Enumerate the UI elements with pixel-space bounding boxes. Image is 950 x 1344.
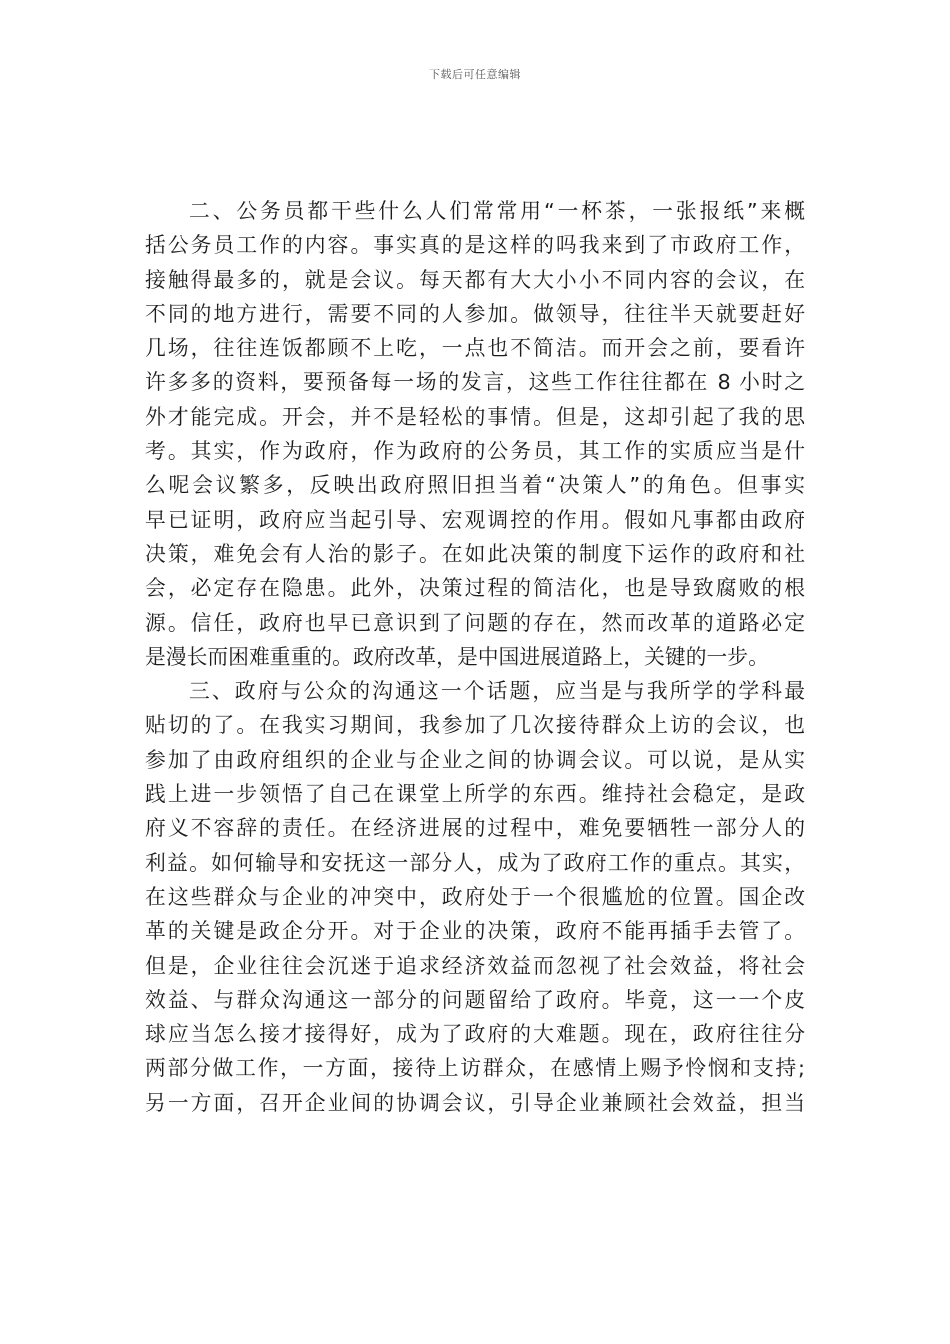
paragraph-line: 利益。如何输导和安抚这一部分人，成为了政府工作的重点。其实， xyxy=(145,850,805,875)
paragraph-line: 许多多的资料，要预备每一场的发言，这些工作往往都在 8 小时之 xyxy=(145,370,805,395)
paragraph-line: 效益、与群众沟通这一部分的问题留给了政府。毕竟，这一一个皮 xyxy=(145,987,805,1012)
paragraph-line: 接触得最多的，就是会议。每天都有大大小小不同内容的会议，在 xyxy=(145,267,805,292)
paragraph-line: 三、政府与公众的沟通这一个话题，应当是与我所学的学科最 xyxy=(189,679,805,704)
paragraph-line: 括公务员工作的内容。事实真的是这样的吗我来到了市政府工作， xyxy=(145,233,805,258)
paragraph-line: 参加了由政府组织的企业与企业之间的协调会议。可以说，是从实 xyxy=(145,747,805,772)
paragraph-line: 二、公务员都干些什么人们常常用“一杯茶，一张报纸”来概 xyxy=(189,199,805,223)
header-note: 下载后可任意编辑 xyxy=(429,68,521,81)
paragraph-line: 不同的地方进行，需要不同的人参加。做领导，往往半天就要赶好 xyxy=(145,301,805,326)
paragraph-line: 会，必定存在隐患。此外，决策过程的简洁化，也是导致腐败的根 xyxy=(145,576,805,601)
paragraph-line: 考。其实，作为政府，作为政府的公务员，其工作的实质应当是什 xyxy=(145,439,805,464)
paragraph-line: 贴切的了。在我实习期间，我参加了几次接待群众上访的会议，也 xyxy=(145,713,805,738)
paragraph-line: 两部分做工作，一方面，接待上访群众，在感情上赐予怜悯和支持; xyxy=(145,1056,805,1081)
paragraph-line: 践上进一步领悟了自己在课堂上所学的东西。维持社会稳定，是政 xyxy=(145,782,805,807)
paragraph-line: 在这些群众与企业的冲突中，政府处于一个很尴尬的位置。国企改 xyxy=(145,884,805,909)
paragraph-line: 早已证明，政府应当起引导、宏观调控的作用。假如凡事都由政府 xyxy=(145,507,805,532)
paragraph-line: 几场，往往连饭都顾不上吃，一点也不简洁。而开会之前，要看许 xyxy=(145,336,805,361)
document-body xyxy=(145,194,805,1120)
paragraph-line: 但是，企业往往会沉迷于追求经济效益而忽视了社会效益，将社会 xyxy=(145,953,805,978)
paragraph-line: 么呢会议繁多，反映出政府照旧担当着“决策人”的角色。但事实 xyxy=(145,473,805,498)
paragraph-line: 是漫长而困难重重的。政府改革，是中国进展道路上，关键的一步。 xyxy=(145,644,769,669)
paragraph-line: 外才能完成。开会，并不是轻松的事情。但是，这却引起了我的思 xyxy=(145,404,805,429)
paragraph-line: 球应当怎么接才接得好，成为了政府的大难题。现在，政府往往分 xyxy=(145,1022,805,1047)
paragraph-line: 府义不容辞的责任。在经济进展的过程中，难免要牺牲一部分人的 xyxy=(145,816,805,841)
paragraph-line: 革的关键是政企分开。对于企业的决策，政府不能再插手去管了。 xyxy=(145,919,805,944)
paragraph-line: 另一方面，召开企业间的协调会议，引导企业兼顾社会效益，担当 xyxy=(145,1090,805,1115)
paragraph-line: 决策，难免会有人治的影子。在如此决策的制度下运作的政府和社 xyxy=(145,541,805,566)
paragraph-line: 源。信任，政府也早已意识到了问题的存在，然而改革的道路必定 xyxy=(145,610,805,635)
